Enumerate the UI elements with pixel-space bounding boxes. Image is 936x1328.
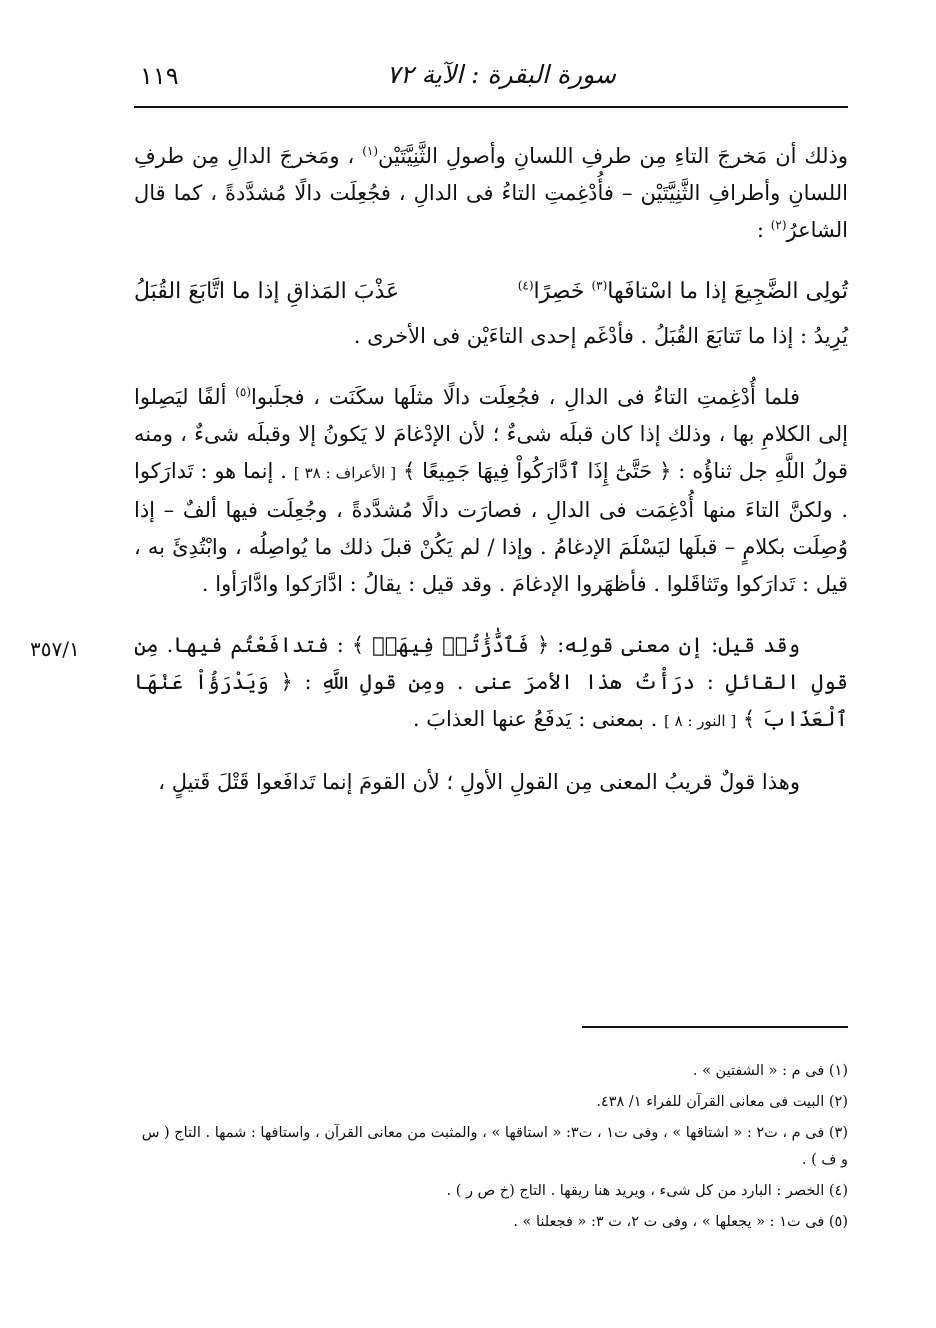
body-text — [134, 138, 848, 825]
footnote-5: (٥) فى ت١ : « يجعلها » ، وفى ت ٢، ت ٣: « فجعلنا » . — [513, 1214, 848, 1230]
page-header — [134, 56, 848, 108]
quran-reference-1: [ الأعراف : ٣٨ ] — [293, 464, 397, 482]
quran-reference-2: [ النور : ٨ ] — [664, 712, 737, 730]
footnote-divider — [582, 1026, 848, 1028]
verse-first-half-a: تُولِى الضَّجِيعَ إذا ما اسْتافَها — [607, 279, 848, 304]
footnote-1: (١) فى م : « الشفتين » . — [692, 1063, 848, 1079]
footnote-marker-3: (٣) — [591, 278, 608, 293]
paragraph-5: وهذا قولٌ قريبُ المعنى مِن القولِ الأولِ ؛ لأن القومَ إنما تَدافَعوا قَتْلَ قَتيلٍ ، — [158, 770, 800, 794]
paragraph-3-text-c: . إنما هو : تَدارَكوا . ولكنَّ التاءَ منها أُدْغِمَت فى الدالِ ، فصارَت دالًا مُشدَّدةً ، وجُعِلَت فيها ألفٌ – إذا وُصِلَت بكلامٍ – قبلَها ليَسْلَمَ الإدغامُ . وإذا / لم يَكُنْ قبلَ ذلك ما يُواصِلُه ، وابْتُدِئَ به ، قيل : تَدارَكوا وتَثاقَلوا . فأظهَروا الإدغامَ . وقد قيل : يقالُ : ادَّارَكوا وادَّارَأوا . — [134, 459, 848, 596]
paragraph-4 — [134, 627, 848, 740]
page-number: ١١٩ — [140, 62, 179, 90]
paragraph-4-text-c: . بمعنى : يَدفَعُ عنها العذابَ . — [412, 707, 658, 731]
footnote-marker-4: (٤) — [517, 278, 534, 293]
footnote-marker-1: (١) — [362, 144, 379, 158]
quran-quote-2: ﴿ فَٱدَّٰرَٰٔتُمۡ فِيهَاۖ ﴾ — [351, 633, 550, 657]
margin-note: ٣٥٧/١ — [30, 637, 80, 661]
paragraph-2: يُرِيدُ : إذا ما تَتابَعَ القُبَلُ . فأدْغَم إحدى التاءَيْن فى الأخرى . — [353, 324, 848, 348]
paragraph-3 — [134, 379, 848, 603]
poetry-verse — [134, 273, 848, 310]
footnote-2: (٢) البيت فى معانى القرآن للفراء ١/ ٤٣٨. — [596, 1094, 848, 1110]
running-title: سورة البقرة : الآية ٧٢ — [386, 60, 616, 89]
quran-quote-1: ﴿ حَتَّىٰٓ إِذَا ٱدَّارَكُواْ فِيهَا جَمِيعًا ﴾ — [403, 459, 672, 483]
footnote-marker-5: (٥) — [235, 385, 252, 399]
footnotes — [134, 1058, 848, 1240]
quran-quote-3: ﴿ وَيَدْرَؤُاْ عَنْهَا ٱلْعَذَابَ ﴾ — [134, 670, 848, 731]
verse-first-half-b: خَصِرًا — [533, 279, 585, 304]
verse-second-hemistich: عَذْبَ المَذاقِ إذا ما اتَّابَعَ القُبَلُ — [134, 279, 400, 304]
paragraph-1 — [134, 138, 848, 249]
paragraph-3-text-a: فلما أُدْغِمتِ التاءُ فى الدالِ ، فجُعِلَت دالًا مثلَها سكَنَت ، فجلَبوا — [251, 385, 800, 409]
paragraph-1-text-a: وذلك أن مَخرجَ التاءِ مِن طرفِ اللسانِ وأصولِ الثَّنِيَّتَيْن — [378, 144, 848, 168]
paragraph-1-text-b: ، ومَخرجَ الدالِ مِن طرفِ اللسانِ وأطرافِ الثَّنِيَّتَيْن – فأُدْغِمتِ التاءُ فى الدالِ ، فجُعِلَت دالًا مُشدَّدةً ، كما قال الشاعرُ — [134, 144, 848, 242]
footnote-4: (٤) الخصر : البارد من كل شىء ، ويريد هنا ريقها . التاج (خ ص ر ) . — [446, 1183, 848, 1199]
footnote-3: (٣) فى م ، ت٢ : « اشتاقها » ، وفى ت١ ، ت٣: « استاقها » ، والمثبت من معانى القرآن ، واستافها : شمها . التاج ( س و ف ) . — [141, 1125, 848, 1168]
footnote-marker-2: (٢) — [770, 218, 787, 232]
verse-first-hemistich — [518, 273, 848, 310]
paragraph-4-text-a: وقد قيل: إن معنى قولِه: — [557, 633, 801, 657]
paragraph-4-text-b: : فتدافَعْتُم فيها. مِن قولِ القائلِ : درَأْتُ هذا الأمرَ عنى . ومِن قولِ اللَّهِ : — [134, 633, 848, 694]
paragraph-3-text-b: ألفًا ليَصِلوا إلى الكلامِ بها ، وذلك إذا كان قبلَه شىءٌ ؛ لأن الإدْغامَ لا يَكونُ إلا وقبلَه شىءٌ ، ومنه قولُ اللَّهِ جل ثناؤُه : — [134, 385, 848, 483]
paragraph-1-text-c: : — [756, 218, 764, 242]
